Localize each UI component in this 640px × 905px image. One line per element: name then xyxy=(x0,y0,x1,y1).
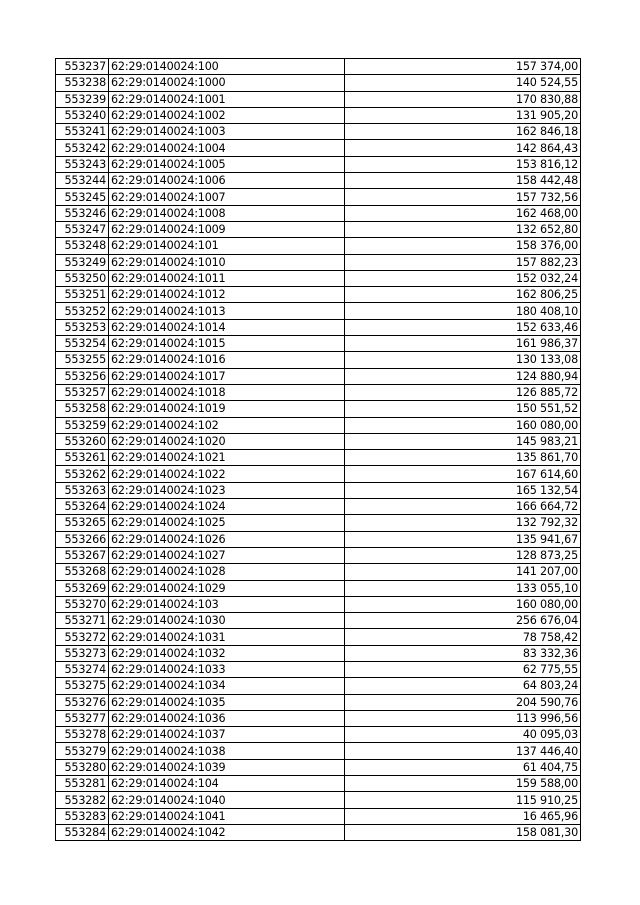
row-id-cell: 553253 xyxy=(56,319,109,335)
row-id-cell: 553263 xyxy=(56,482,109,498)
table-row xyxy=(56,613,581,629)
table-row xyxy=(56,173,581,189)
table-row xyxy=(56,189,581,205)
table-row xyxy=(56,629,581,645)
cadastral-number-cell: 62:29:0140024:1028 xyxy=(109,564,345,580)
table-row xyxy=(56,727,581,743)
row-id-cell: 553282 xyxy=(56,792,109,808)
row-id-cell: 553271 xyxy=(56,613,109,629)
cadastral-value-cell: 135 861,70 xyxy=(345,450,581,466)
row-id-cell: 553243 xyxy=(56,156,109,172)
row-id-cell: 553249 xyxy=(56,254,109,270)
row-id-cell: 553266 xyxy=(56,531,109,547)
table-row xyxy=(56,450,581,466)
cadastral-value-cell: 204 590,76 xyxy=(345,694,581,710)
cadastral-number-cell: 62:29:0140024:1015 xyxy=(109,336,345,352)
cadastral-value-cell: 133 055,10 xyxy=(345,580,581,596)
cadastral-number-cell: 62:29:0140024:1039 xyxy=(109,759,345,775)
row-id-cell: 553260 xyxy=(56,433,109,449)
row-id-cell: 553268 xyxy=(56,564,109,580)
cadastral-number-cell: 62:29:0140024:1005 xyxy=(109,156,345,172)
table-row xyxy=(56,270,581,286)
row-id-cell: 553267 xyxy=(56,547,109,563)
row-id-cell: 553245 xyxy=(56,189,109,205)
cadastral-number-cell: 62:29:0140024:1004 xyxy=(109,140,345,156)
table-row xyxy=(56,124,581,140)
table-row xyxy=(56,205,581,221)
row-id-cell: 553270 xyxy=(56,596,109,612)
table-row xyxy=(56,824,581,840)
cadastral-value-cell: 160 080,00 xyxy=(345,417,581,433)
cadastral-number-cell: 62:29:0140024:1000 xyxy=(109,75,345,91)
cadastral-value-cell: 167 614,60 xyxy=(345,466,581,482)
row-id-cell: 553242 xyxy=(56,140,109,156)
row-id-cell: 553280 xyxy=(56,759,109,775)
cadastral-value-cell: 162 846,18 xyxy=(345,124,581,140)
row-id-cell: 553258 xyxy=(56,401,109,417)
row-id-cell: 553247 xyxy=(56,221,109,237)
document-page xyxy=(55,58,581,841)
cadastral-number-cell: 62:29:0140024:1008 xyxy=(109,205,345,221)
table-row xyxy=(56,238,581,254)
row-id-cell: 553273 xyxy=(56,645,109,661)
cadastral-value-cell: 145 983,21 xyxy=(345,433,581,449)
cadastral-value-cell: 159 588,00 xyxy=(345,776,581,792)
cadastral-number-cell: 62:29:0140024:1020 xyxy=(109,433,345,449)
cadastral-number-cell: 62:29:0140024:1017 xyxy=(109,368,345,384)
table-row xyxy=(56,678,581,694)
cadastral-value-cell: 62 775,55 xyxy=(345,661,581,677)
row-id-cell: 553275 xyxy=(56,678,109,694)
cadastral-value-cell: 126 885,72 xyxy=(345,384,581,400)
row-id-cell: 553256 xyxy=(56,368,109,384)
cadastral-value-cell: 162 806,25 xyxy=(345,287,581,303)
cadastral-number-cell: 62:29:0140024:1002 xyxy=(109,107,345,123)
cadastral-value-cell: 166 664,72 xyxy=(345,499,581,515)
cadastral-value-cell: 152 633,46 xyxy=(345,319,581,335)
cadastral-number-cell: 62:29:0140024:1010 xyxy=(109,254,345,270)
cadastral-value-cell: 61 404,75 xyxy=(345,759,581,775)
cadastral-value-cell: 256 676,04 xyxy=(345,613,581,629)
row-id-cell: 553250 xyxy=(56,270,109,286)
table-row xyxy=(56,759,581,775)
table-row xyxy=(56,254,581,270)
cadastral-number-cell: 62:29:0140024:1042 xyxy=(109,824,345,840)
cadastral-value-cell: 132 652,80 xyxy=(345,221,581,237)
cadastral-number-cell: 62:29:0140024:1022 xyxy=(109,466,345,482)
cadastral-number-cell: 62:29:0140024:1021 xyxy=(109,450,345,466)
row-id-cell: 553276 xyxy=(56,694,109,710)
table-row xyxy=(56,336,581,352)
table-row xyxy=(56,694,581,710)
cadastral-value-cell: 124 880,94 xyxy=(345,368,581,384)
row-id-cell: 553278 xyxy=(56,727,109,743)
row-id-cell: 553252 xyxy=(56,303,109,319)
row-id-cell: 553281 xyxy=(56,776,109,792)
row-id-cell: 553237 xyxy=(56,59,109,75)
cadastral-value-cell: 130 133,08 xyxy=(345,352,581,368)
table-row xyxy=(56,466,581,482)
cadastral-value-cell: 16 465,96 xyxy=(345,808,581,824)
cadastral-value-cell: 137 446,40 xyxy=(345,743,581,759)
cadastral-value-cell: 180 408,10 xyxy=(345,303,581,319)
table-row xyxy=(56,792,581,808)
table-row xyxy=(56,91,581,107)
cadastral-number-cell: 62:29:0140024:104 xyxy=(109,776,345,792)
cadastral-number-cell: 62:29:0140024:1035 xyxy=(109,694,345,710)
cadastral-value-cell: 160 080,00 xyxy=(345,596,581,612)
table-row xyxy=(56,482,581,498)
cadastral-number-cell: 62:29:0140024:100 xyxy=(109,59,345,75)
row-id-cell: 553277 xyxy=(56,710,109,726)
table-row xyxy=(56,531,581,547)
row-id-cell: 553255 xyxy=(56,352,109,368)
table-row xyxy=(56,75,581,91)
table-row xyxy=(56,776,581,792)
cadastral-value-cell: 161 986,37 xyxy=(345,336,581,352)
cadastral-value-cell: 132 792,32 xyxy=(345,515,581,531)
cadastral-number-cell: 62:29:0140024:1003 xyxy=(109,124,345,140)
table-row xyxy=(56,401,581,417)
cadastral-value-cell: 131 905,20 xyxy=(345,107,581,123)
table-row xyxy=(56,433,581,449)
table-body xyxy=(56,59,581,841)
table-row xyxy=(56,59,581,75)
cadastral-value-table xyxy=(55,58,581,841)
row-id-cell: 553244 xyxy=(56,173,109,189)
cadastral-number-cell: 62:29:0140024:1016 xyxy=(109,352,345,368)
cadastral-value-cell: 158 081,30 xyxy=(345,824,581,840)
cadastral-value-cell: 115 910,25 xyxy=(345,792,581,808)
row-id-cell: 553251 xyxy=(56,287,109,303)
table-row xyxy=(56,384,581,400)
cadastral-number-cell: 62:29:0140024:1023 xyxy=(109,482,345,498)
cadastral-value-cell: 64 803,24 xyxy=(345,678,581,694)
row-id-cell: 553284 xyxy=(56,824,109,840)
cadastral-number-cell: 62:29:0140024:1029 xyxy=(109,580,345,596)
row-id-cell: 553261 xyxy=(56,450,109,466)
cadastral-number-cell: 62:29:0140024:1014 xyxy=(109,319,345,335)
cadastral-number-cell: 62:29:0140024:1037 xyxy=(109,727,345,743)
cadastral-number-cell: 62:29:0140024:1036 xyxy=(109,710,345,726)
row-id-cell: 553241 xyxy=(56,124,109,140)
cadastral-value-cell: 157 374,00 xyxy=(345,59,581,75)
table-row xyxy=(56,808,581,824)
cadastral-value-cell: 165 132,54 xyxy=(345,482,581,498)
cadastral-number-cell: 62:29:0140024:1011 xyxy=(109,270,345,286)
table-row xyxy=(56,352,581,368)
cadastral-number-cell: 62:29:0140024:1013 xyxy=(109,303,345,319)
row-id-cell: 553239 xyxy=(56,91,109,107)
cadastral-number-cell: 62:29:0140024:1038 xyxy=(109,743,345,759)
cadastral-number-cell: 62:29:0140024:1009 xyxy=(109,221,345,237)
table-row xyxy=(56,417,581,433)
cadastral-number-cell: 62:29:0140024:1007 xyxy=(109,189,345,205)
cadastral-value-cell: 153 816,12 xyxy=(345,156,581,172)
cadastral-value-cell: 135 941,67 xyxy=(345,531,581,547)
cadastral-number-cell: 62:29:0140024:102 xyxy=(109,417,345,433)
row-id-cell: 553259 xyxy=(56,417,109,433)
cadastral-number-cell: 62:29:0140024:101 xyxy=(109,238,345,254)
cadastral-value-cell: 141 207,00 xyxy=(345,564,581,580)
cadastral-value-cell: 170 830,88 xyxy=(345,91,581,107)
cadastral-number-cell: 62:29:0140024:1025 xyxy=(109,515,345,531)
table-row xyxy=(56,107,581,123)
table-row xyxy=(56,303,581,319)
table-row xyxy=(56,156,581,172)
cadastral-value-cell: 40 095,03 xyxy=(345,727,581,743)
cadastral-value-cell: 128 873,25 xyxy=(345,547,581,563)
cadastral-value-cell: 162 468,00 xyxy=(345,205,581,221)
row-id-cell: 553279 xyxy=(56,743,109,759)
cadastral-number-cell: 62:29:0140024:1018 xyxy=(109,384,345,400)
cadastral-value-cell: 158 376,00 xyxy=(345,238,581,254)
cadastral-value-cell: 78 758,42 xyxy=(345,629,581,645)
row-id-cell: 553254 xyxy=(56,336,109,352)
cadastral-value-cell: 150 551,52 xyxy=(345,401,581,417)
row-id-cell: 553248 xyxy=(56,238,109,254)
cadastral-value-cell: 83 332,36 xyxy=(345,645,581,661)
table-row xyxy=(56,515,581,531)
row-id-cell: 553272 xyxy=(56,629,109,645)
cadastral-number-cell: 62:29:0140024:1041 xyxy=(109,808,345,824)
cadastral-number-cell: 62:29:0140024:1006 xyxy=(109,173,345,189)
cadastral-value-cell: 142 864,43 xyxy=(345,140,581,156)
cadastral-number-cell: 62:29:0140024:1027 xyxy=(109,547,345,563)
table-row xyxy=(56,140,581,156)
cadastral-number-cell: 62:29:0140024:1026 xyxy=(109,531,345,547)
row-id-cell: 553269 xyxy=(56,580,109,596)
table-row xyxy=(56,710,581,726)
cadastral-value-cell: 152 032,24 xyxy=(345,270,581,286)
row-id-cell: 553257 xyxy=(56,384,109,400)
cadastral-value-cell: 140 524,55 xyxy=(345,75,581,91)
table-row xyxy=(56,499,581,515)
cadastral-value-cell: 113 996,56 xyxy=(345,710,581,726)
table-row xyxy=(56,743,581,759)
cadastral-value-cell: 158 442,48 xyxy=(345,173,581,189)
cadastral-number-cell: 62:29:0140024:1024 xyxy=(109,499,345,515)
cadastral-number-cell: 62:29:0140024:1030 xyxy=(109,613,345,629)
table-row xyxy=(56,596,581,612)
table-row xyxy=(56,547,581,563)
cadastral-number-cell: 62:29:0140024:1034 xyxy=(109,678,345,694)
table-row xyxy=(56,368,581,384)
cadastral-number-cell: 62:29:0140024:1032 xyxy=(109,645,345,661)
cadastral-number-cell: 62:29:0140024:1033 xyxy=(109,661,345,677)
table-row xyxy=(56,580,581,596)
cadastral-number-cell: 62:29:0140024:103 xyxy=(109,596,345,612)
row-id-cell: 553265 xyxy=(56,515,109,531)
cadastral-value-cell: 157 882,23 xyxy=(345,254,581,270)
row-id-cell: 553264 xyxy=(56,499,109,515)
table-row xyxy=(56,564,581,580)
cadastral-value-cell: 157 732,56 xyxy=(345,189,581,205)
cadastral-number-cell: 62:29:0140024:1019 xyxy=(109,401,345,417)
table-row xyxy=(56,221,581,237)
cadastral-number-cell: 62:29:0140024:1040 xyxy=(109,792,345,808)
cadastral-number-cell: 62:29:0140024:1012 xyxy=(109,287,345,303)
row-id-cell: 553246 xyxy=(56,205,109,221)
table-row xyxy=(56,661,581,677)
cadastral-number-cell: 62:29:0140024:1001 xyxy=(109,91,345,107)
row-id-cell: 553283 xyxy=(56,808,109,824)
row-id-cell: 553274 xyxy=(56,661,109,677)
row-id-cell: 553238 xyxy=(56,75,109,91)
row-id-cell: 553240 xyxy=(56,107,109,123)
table-row xyxy=(56,645,581,661)
cadastral-number-cell: 62:29:0140024:1031 xyxy=(109,629,345,645)
row-id-cell: 553262 xyxy=(56,466,109,482)
table-row xyxy=(56,287,581,303)
table-row xyxy=(56,319,581,335)
